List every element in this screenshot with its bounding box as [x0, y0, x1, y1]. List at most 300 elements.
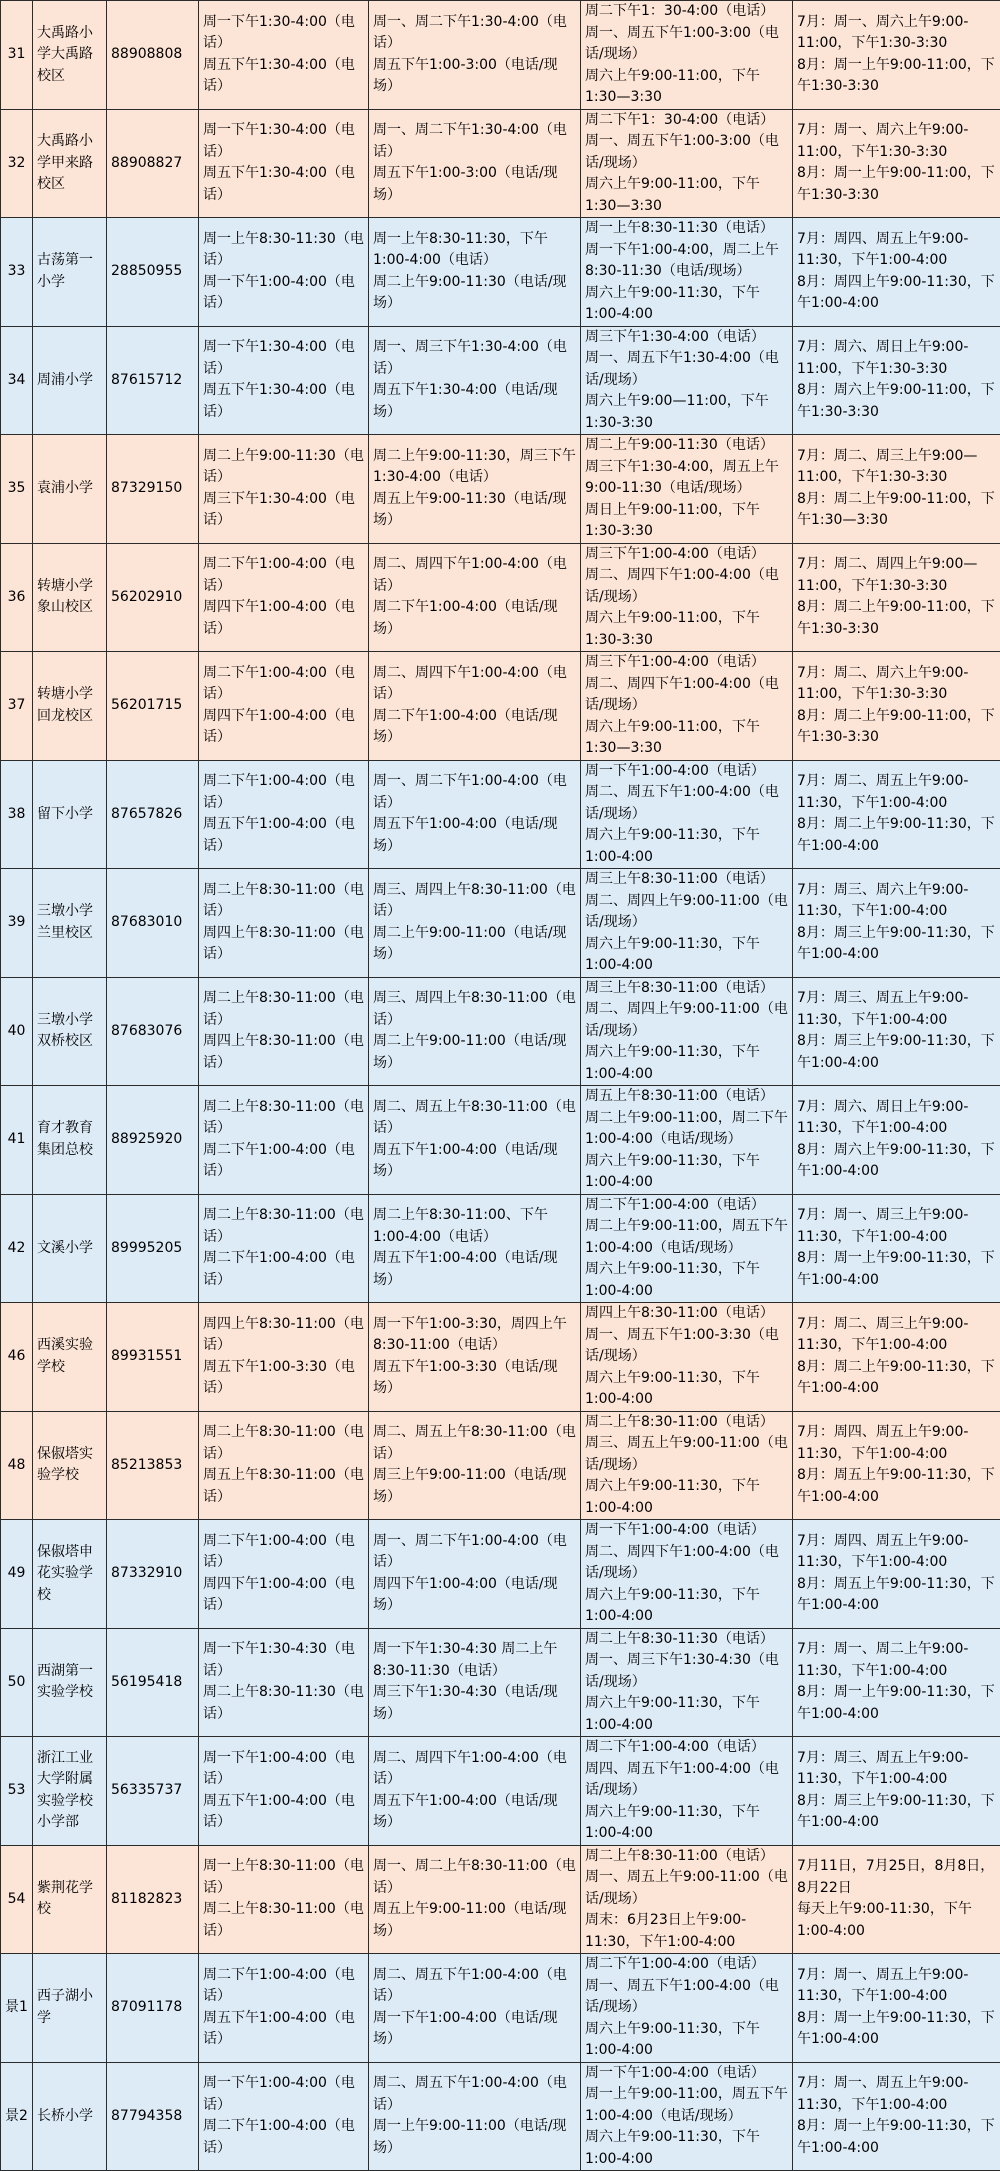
time-line: 周一下午1:30-4:30（电话）: [203, 1639, 364, 1682]
consultation-time-cell-2: [369, 326, 581, 435]
consultation-time-cell-4: [793, 1737, 1000, 1846]
table-row: [1, 218, 1000, 327]
school-name-cell: 三墩小学双桥校区: [33, 977, 107, 1086]
time-line: 8月：周一上午9:00-11:00，下午1:30-3:30: [797, 55, 996, 98]
consultation-time-cell-2: [369, 1411, 581, 1520]
time-line: 周六上午9:00—11:00，下午1:30-3:30: [585, 391, 788, 434]
time-line: 周二上午8:30-11:00（电话）: [203, 1205, 364, 1248]
consultation-time-cell-2: [369, 218, 581, 327]
school-name-cell: 三墩小学兰里校区: [33, 869, 107, 978]
consultation-time-cell-1: [199, 869, 369, 978]
time-line: 周五下午1:00-3:00（电话/现场）: [373, 55, 576, 98]
consultation-time-cell-1: [199, 218, 369, 327]
time-line: 周一上午8:30-11:00（电话）: [203, 1856, 364, 1899]
time-line: 周一下午1:00-4:00，周二上午8:30-11:30（电话/现场）: [585, 240, 788, 283]
time-line: 周五上午9:00-11:30（电话/现场）: [373, 489, 576, 532]
phone-number-cell: 81182823: [107, 1845, 199, 1954]
consultation-time-cell-2: [369, 1954, 581, 2063]
time-line: 每天上午9:00-11:30，下午1:00-4:00: [797, 1899, 996, 1942]
time-line: 周三下午1:30-4:00（电话）: [585, 327, 788, 349]
consultation-time-cell-3: [581, 218, 793, 327]
phone-number-cell: 87091178: [107, 1954, 199, 2063]
time-line: 周六上午9:00-11:30，下午1:00-4:00: [585, 1151, 788, 1194]
time-line: 周一、周五下午1:00-4:00（电话/现场）: [585, 1976, 788, 2019]
time-line: 周二下午1:00-4:00（电话/现场）: [373, 597, 576, 640]
consultation-time-cell-3: [581, 1845, 793, 1954]
table-row: [1, 760, 1000, 869]
time-line: 周五下午1:00-4:00（电话）: [203, 1791, 364, 1834]
phone-number-cell: 88908808: [107, 1, 199, 110]
time-line: 周六上午9:00-11:00，下午1:30—3:30: [585, 717, 788, 760]
time-line: 8月：周一上午9:00-11:30，下午1:00-4:00: [797, 2008, 996, 2051]
time-line: 周五下午1:00-3:30（电话）: [203, 1357, 364, 1400]
time-line: 7月：周一、周五上午9:00-11:30，下午1:00-4:00: [797, 1965, 996, 2008]
time-line: 周二上午9:00-11:00（电话/现场）: [373, 923, 576, 966]
time-line: 7月：周四、周五上午9:00-11:30，下午1:00-4:00: [797, 1531, 996, 1574]
row-number-cell: 49: [1, 1520, 33, 1629]
time-line: 周一下午1:00-4:00（电话）: [585, 2063, 788, 2085]
consultation-time-cell-1: [199, 1303, 369, 1412]
time-line: 周二、周四下午1:00-4:00（电话）: [373, 663, 576, 706]
phone-number-cell: 56201715: [107, 652, 199, 761]
school-name-cell: 西湖第一实验学校: [33, 1628, 107, 1737]
consultation-time-cell-3: [581, 1, 793, 110]
time-line: 周二、周四上午9:00-11:00（电话/现场）: [585, 891, 788, 934]
time-line: 7月：周一、周六上午9:00-11:00，下午1:30-3:30: [797, 12, 996, 55]
time-line: 周四上午8:30-11:00（电话）: [203, 1314, 364, 1357]
time-line: 7月：周二、周五上午9:00-11:30，下午1:00-4:00: [797, 771, 996, 814]
time-line: 周二上午8:30-11:00、下午1:00-4:00（电话）: [373, 1205, 576, 1248]
school-name-cell: 长桥小学: [33, 2062, 107, 2171]
consultation-time-cell-1: [199, 1628, 369, 1737]
time-line: 8月：周二上午9:00-11:00，下午1:30-3:30: [797, 706, 996, 749]
time-line: 周二下午1:00-4:00（电话）: [203, 2116, 364, 2159]
time-line: 周一、周二下午1:00-4:00（电话）: [373, 771, 576, 814]
school-name-cell: 转塘小学象山校区: [33, 543, 107, 652]
time-line: 周二上午9:00-11:00，周二下午1:00-4:00（电话/现场）: [585, 1108, 788, 1151]
consultation-time-cell-3: [581, 1737, 793, 1846]
consultation-time-cell-2: [369, 760, 581, 869]
row-number-cell: 48: [1, 1411, 33, 1520]
phone-number-cell: 89931551: [107, 1303, 199, 1412]
time-line: 7月11日，7月25日，8月8日，8月22日: [797, 1856, 996, 1899]
time-line: 周一上午8:30-11:30（电话）: [203, 229, 364, 272]
time-line: 周二下午1:00-4:00（电话）: [203, 1140, 364, 1183]
time-line: 周二上午8:30-11:30（电话）: [585, 1629, 788, 1651]
table-row: [1, 1086, 1000, 1195]
time-line: 周四、周五下午1:00-4:00（电话/现场）: [585, 1759, 788, 1802]
time-line: 周六上午9:00-11:00，下午1:30—3:30: [585, 66, 788, 109]
time-line: 周二上午8:30-11:00（电话）: [203, 1422, 364, 1465]
consultation-time-cell-3: [581, 1628, 793, 1737]
time-line: 周一、周五下午1:00-3:00（电话/现场）: [585, 131, 788, 174]
time-line: 周三下午1:00-4:00（电话）: [585, 652, 788, 674]
row-number-cell: 35: [1, 435, 33, 544]
time-line: 8月：周六上午9:00-11:00，下午1:30-3:30: [797, 380, 996, 423]
time-line: 周二、周四下午1:00-4:00（电话/现场）: [585, 1542, 788, 1585]
time-line: 7月：周一、周五上午9:00-11:30，下午1:00-4:00: [797, 2073, 996, 2116]
time-line: 周一下午1:30-4:00（电话）: [203, 337, 364, 380]
phone-number-cell: 87683076: [107, 977, 199, 1086]
school-name-cell: 袁浦小学: [33, 435, 107, 544]
time-line: 周二上午9:00-11:00（电话/现场）: [373, 1031, 576, 1074]
time-line: 周一下午1:00-4:00（电话）: [585, 761, 788, 783]
time-line: 周三下午1:30-4:00，周五上午9:00-11:30（电话/现场）: [585, 457, 788, 500]
time-line: 周二上午8:30-11:00（电话）: [203, 1899, 364, 1942]
table-row: [1, 1520, 1000, 1629]
time-line: 8月：周六上午9:00-11:30，下午1:00-4:00: [797, 1140, 996, 1183]
time-line: 周五上午9:00-11:00（电话/现场）: [373, 1899, 576, 1942]
phone-number-cell: 87329150: [107, 435, 199, 544]
consultation-time-cell-2: [369, 109, 581, 218]
time-line: 周二上午9:00-11:30，周三下午1:30-4:00（电话）: [373, 446, 576, 489]
time-line: 8月：周一上午9:00-11:30，下午1:00-4:00: [797, 2116, 996, 2159]
time-line: 周五下午1:00-3:00（电话/现场）: [373, 163, 576, 206]
consultation-time-cell-3: [581, 1954, 793, 2063]
time-line: 周五下午1:00-4:00（电话）: [203, 2008, 364, 2051]
row-number-cell: 50: [1, 1628, 33, 1737]
time-line: 周二、周四下午1:00-4:00（电话/现场）: [585, 674, 788, 717]
time-line: 周二下午1:00-4:00（电话）: [203, 1248, 364, 1291]
time-line: 周二、周五上午8:30-11:00（电话）: [373, 1097, 576, 1140]
time-line: 周三上午8:30-11:00（电话）: [585, 978, 788, 1000]
row-number-cell: 42: [1, 1194, 33, 1303]
consultation-time-cell-4: [793, 218, 1000, 327]
consultation-time-cell-4: [793, 543, 1000, 652]
time-line: 周二下午1:00-4:00（电话）: [585, 1954, 788, 1976]
time-line: 周一上午8:30-11:30（电话）: [585, 218, 788, 240]
consultation-time-cell-2: [369, 1303, 581, 1412]
time-line: 周四下午1:00-4:00（电话）: [203, 1574, 364, 1617]
time-line: 7月：周三、周六上午9:00-11:30，下午1:00-4:00: [797, 880, 996, 923]
time-line: 7月：周六、周日上午9:00-11:00，下午1:30-3:30: [797, 337, 996, 380]
consultation-time-cell-2: [369, 652, 581, 761]
time-line: 周五下午1:00-3:30（电话/现场）: [373, 1357, 576, 1400]
consultation-time-cell-4: [793, 1845, 1000, 1954]
time-line: 周三下午1:00-4:00（电话）: [585, 544, 788, 566]
time-line: 周二下午1:00-4:00（电话）: [585, 1737, 788, 1759]
consultation-time-cell-3: [581, 1303, 793, 1412]
table-row: [1, 543, 1000, 652]
time-line: 7月：周三、周五上午9:00-11:30，下午1:00-4:00: [797, 988, 996, 1031]
school-name-cell: 大禹路小学甲来路校区: [33, 109, 107, 218]
school-name-cell: 保俶塔申花实验学校: [33, 1520, 107, 1629]
time-line: 周一下午1:00-4:00（电话/现场）: [373, 2008, 576, 2051]
time-line: 周三下午1:30-4:30（电话/现场）: [373, 1682, 576, 1725]
consultation-time-cell-4: [793, 1628, 1000, 1737]
time-line: 周一、周五上午9:00-11:00（电话/现场）: [585, 1867, 788, 1910]
time-line: 8月：周二上午9:00-11:00，下午1:30—3:30: [797, 489, 996, 532]
table-row: [1, 2062, 1000, 2171]
row-number-cell: 53: [1, 1737, 33, 1846]
time-line: 8月：周二上午9:00-11:00，下午1:30-3:30: [797, 597, 996, 640]
time-line: 周一上午8:30-11:30，下午1:00-4:00（电话）: [373, 229, 576, 272]
time-line: 周六上午9:00-11:30，下午1:00-4:00: [585, 1042, 788, 1085]
time-line: 周二、周五下午1:00-4:00（电话）: [373, 2073, 576, 2116]
time-line: 周二上午9:00-11:30（电话）: [203, 446, 364, 489]
row-number-cell: 33: [1, 218, 33, 327]
time-line: 周五下午1:00-4:00（电话/现场）: [373, 1791, 576, 1834]
time-line: 周四下午1:00-4:00（电话/现场）: [373, 1574, 576, 1617]
consultation-time-cell-3: [581, 760, 793, 869]
table-row: [1, 1954, 1000, 2063]
consultation-time-cell-1: [199, 1194, 369, 1303]
time-line: 8月：周二上午9:00-11:30，下午1:00-4:00: [797, 814, 996, 857]
school-name-cell: 浙江工业大学附属实验学校小学部: [33, 1737, 107, 1846]
time-line: 周一、周二下午1:30-4:00（电话）: [373, 120, 576, 163]
consultation-time-cell-4: [793, 760, 1000, 869]
consultation-time-cell-3: [581, 1086, 793, 1195]
consultation-time-cell-3: [581, 1520, 793, 1629]
time-line: 7月：周四、周五上午9:00-11:30，下午1:00-4:00: [797, 229, 996, 272]
time-line: 周二下午1:00-4:00（电话）: [585, 1195, 788, 1217]
consultation-time-cell-4: [793, 1, 1000, 110]
row-number-cell: 40: [1, 977, 33, 1086]
time-line: 周二、周四下午1:00-4:00（电话/现场）: [585, 565, 788, 608]
consultation-time-cell-1: [199, 652, 369, 761]
row-number-cell: 景2: [1, 2062, 33, 2171]
table-row: [1, 1628, 1000, 1737]
time-line: 周二下午1:00-4:00（电话）: [203, 1531, 364, 1574]
row-number-cell: 54: [1, 1845, 33, 1954]
time-line: 周三上午9:00-11:00（电话/现场）: [373, 1465, 576, 1508]
time-line: 周二、周五上午8:30-11:00（电话）: [373, 1422, 576, 1465]
table-row: [1, 1737, 1000, 1846]
consultation-time-cell-4: [793, 1303, 1000, 1412]
consultation-time-cell-3: [581, 2062, 793, 2171]
time-line: 周一、周五下午1:00-3:30（电话/现场）: [585, 1325, 788, 1368]
consultation-time-cell-1: [199, 1086, 369, 1195]
time-line: 周二、周五下午1:00-4:00（电话/现场）: [585, 782, 788, 825]
time-line: 周二上午8:30-11:00（电话）: [203, 1097, 364, 1140]
table-row: [1, 977, 1000, 1086]
time-line: 周日上午9:00-11:00，下午1:30-3:30: [585, 500, 788, 543]
time-line: 周二、周四下午1:00-4:00（电话）: [373, 1748, 576, 1791]
phone-number-cell: 87683010: [107, 869, 199, 978]
time-line: 8月：周一上午9:00-11:30，下午1:00-4:00: [797, 1682, 996, 1725]
time-line: 周二下午1:00-4:00（电话）: [203, 554, 364, 597]
time-line: 周一下午1:30-4:00（电话）: [203, 12, 364, 55]
time-line: 周一下午1:00-4:00（电话）: [203, 1748, 364, 1791]
time-line: 8月：周一上午9:00-11:30，下午1:00-4:00: [797, 1248, 996, 1291]
consultation-time-cell-4: [793, 1411, 1000, 1520]
row-number-cell: 41: [1, 1086, 33, 1195]
time-line: 周六上午9:00-11:30，下午1:00-4:00: [585, 283, 788, 326]
phone-number-cell: 87615712: [107, 326, 199, 435]
consultation-time-cell-1: [199, 1520, 369, 1629]
time-line: 周五下午1:30-4:00（电话/现场）: [373, 380, 576, 423]
time-line: 周一上午9:00-11:00（电话/现场）: [373, 2116, 576, 2159]
time-line: 周二上午8:30-11:30（电话）: [203, 1682, 364, 1725]
time-line: 周一、周五下午1:00-3:00（电话/现场）: [585, 23, 788, 66]
time-line: 周三、周四上午8:30-11:00（电话）: [373, 880, 576, 923]
time-line: 周六上午9:00-11:30，下午1:00-4:00: [585, 1259, 788, 1302]
row-number-cell: 37: [1, 652, 33, 761]
time-line: 周二上午9:00-11:30（电话/现场）: [373, 272, 576, 315]
time-line: 周二上午8:30-11:00（电话）: [203, 988, 364, 1031]
time-line: 周二、周五下午1:00-4:00（电话）: [373, 1965, 576, 2008]
consultation-time-cell-4: [793, 109, 1000, 218]
phone-number-cell: 88925920: [107, 1086, 199, 1195]
time-line: 周一下午1:00-4:00（电话）: [203, 272, 364, 315]
time-line: 周二下午1：30-4:00（电话）: [585, 1, 788, 23]
consultation-time-cell-1: [199, 1737, 369, 1846]
consultation-time-cell-3: [581, 326, 793, 435]
phone-number-cell: 85213853: [107, 1411, 199, 1520]
table-row: [1, 435, 1000, 544]
time-line: 周二下午1：30-4:00（电话）: [585, 110, 788, 132]
consultation-time-cell-2: [369, 2062, 581, 2171]
time-line: 周二、周四上午9:00-11:00（电话/现场）: [585, 999, 788, 1042]
consultation-time-cell-1: [199, 760, 369, 869]
school-name-cell: 紫荆花学校: [33, 1845, 107, 1954]
time-line: 周六上午9:00-11:30，下午1:00-4:00: [585, 1585, 788, 1628]
row-number-cell: 34: [1, 326, 33, 435]
school-name-cell: 留下小学: [33, 760, 107, 869]
consultation-time-cell-4: [793, 977, 1000, 1086]
consultation-time-cell-4: [793, 1194, 1000, 1303]
time-line: 周六上午9:00-11:00，下午1:30-3:30: [585, 608, 788, 651]
time-line: 7月：周三、周五上午9:00-11:30，下午1:00-4:00: [797, 1748, 996, 1791]
time-line: 周五下午1:00-4:00（电话）: [203, 814, 364, 857]
school-name-cell: 文溪小学: [33, 1194, 107, 1303]
row-number-cell: 39: [1, 869, 33, 978]
time-line: 周四上午8:30-11:00（电话）: [203, 923, 364, 966]
time-line: 周六上午9:00-11:30，下午1:00-4:00: [585, 825, 788, 868]
time-line: 周三上午8:30-11:00（电话）: [585, 869, 788, 891]
consultation-time-cell-1: [199, 326, 369, 435]
table-row: [1, 109, 1000, 218]
time-line: 周六上午9:00-11:30，下午1:00-4:00: [585, 1368, 788, 1411]
time-line: 周一下午1:00-3:30，周四上午8:30-11:00（电话）: [373, 1314, 576, 1357]
time-line: 周六上午9:00-11:30，下午1:00-4:00: [585, 2019, 788, 2062]
time-line: 周五下午1:00-4:00（电话/现场）: [373, 814, 576, 857]
consultation-time-cell-3: [581, 435, 793, 544]
consultation-time-cell-2: [369, 1, 581, 110]
consultation-time-cell-3: [581, 1411, 793, 1520]
table-row: [1, 652, 1000, 761]
consultation-time-cell-1: [199, 977, 369, 1086]
school-name-cell: 古荡第一小学: [33, 218, 107, 327]
school-name-cell: 育才教育集团总校: [33, 1086, 107, 1195]
time-line: 周四下午1:00-4:00（电话）: [203, 706, 364, 749]
time-line: 周六上午9:00-11:30，下午1:00-4:00: [585, 1476, 788, 1519]
time-line: 7月：周四、周五上午9:00-11:30，下午1:00-4:00: [797, 1422, 996, 1465]
time-line: 周五上午8:30-11:00（电话）: [203, 1465, 364, 1508]
consultation-time-cell-1: [199, 1, 369, 110]
time-line: 7月：周一、周二上午9:00-11:30，下午1:00-4:00: [797, 1639, 996, 1682]
consultation-time-cell-4: [793, 1086, 1000, 1195]
consultation-time-cell-3: [581, 109, 793, 218]
consultation-time-cell-2: [369, 1194, 581, 1303]
table-row: [1, 1194, 1000, 1303]
consultation-time-cell-4: [793, 326, 1000, 435]
table-row: [1, 1303, 1000, 1412]
time-line: 周五下午1:00-4:00（电话/现场）: [373, 1248, 576, 1291]
phone-number-cell: 28850955: [107, 218, 199, 327]
consultation-time-cell-2: [369, 1086, 581, 1195]
table-row: [1, 1411, 1000, 1520]
time-line: 周五上午8:30-11:00（电话）: [585, 1086, 788, 1108]
time-line: 周末：6月23日上午9:00-11:30，下午1:00-4:00: [585, 1910, 788, 1953]
row-number-cell: 31: [1, 1, 33, 110]
table-row: [1, 1, 1000, 110]
row-number-cell: 46: [1, 1303, 33, 1412]
row-number-cell: 36: [1, 543, 33, 652]
time-line: 周二下午1:00-4:00（电话）: [203, 1965, 364, 2008]
consultation-time-cell-1: [199, 109, 369, 218]
consultation-time-cell-4: [793, 652, 1000, 761]
time-line: 周一下午1:30-4:30 周二上午8:30-11:30（电话）: [373, 1639, 576, 1682]
consultation-time-cell-1: [199, 435, 369, 544]
consultation-time-cell-3: [581, 543, 793, 652]
time-line: 7月：周二、周三上午9:00—11:00，下午1:30-3:30: [797, 446, 996, 489]
table-body: [1, 1, 1000, 2171]
time-line: 8月：周三上午9:00-11:30，下午1:00-4:00: [797, 1031, 996, 1074]
time-line: 周六上午9:00-11:30，下午1:00-4:00: [585, 934, 788, 977]
time-line: 周六上午9:00-11:30，下午1:00-4:00: [585, 1693, 788, 1736]
consultation-time-cell-3: [581, 869, 793, 978]
time-line: 周四上午8:30-11:00（电话）: [203, 1031, 364, 1074]
consultation-time-cell-1: [199, 1411, 369, 1520]
time-line: 周五下午1:00-4:00（电话/现场）: [373, 1140, 576, 1183]
time-line: 周一、周二下午1:30-4:00（电话）: [373, 12, 576, 55]
consultation-time-cell-4: [793, 1520, 1000, 1629]
time-line: 周四上午8:30-11:00（电话）: [585, 1303, 788, 1325]
consultation-time-cell-1: [199, 543, 369, 652]
time-line: 周二上午9:00-11:00，周五下午1:00-4:00（电话/现场）: [585, 1216, 788, 1259]
time-line: 周一下午1:00-4:00（电话）: [585, 1520, 788, 1542]
row-number-cell: 32: [1, 109, 33, 218]
time-line: 周五下午1:30-4:00（电话）: [203, 163, 364, 206]
consultation-time-cell-1: [199, 1845, 369, 1954]
consultation-time-cell-2: [369, 1520, 581, 1629]
consultation-time-cell-2: [369, 1737, 581, 1846]
time-line: 周六上午9:00-11:30，下午1:00-4:00: [585, 2127, 788, 2170]
time-line: 8月：周四上午9:00-11:30，下午1:00-4:00: [797, 272, 996, 315]
school-name-cell: 转塘小学回龙校区: [33, 652, 107, 761]
time-line: 周六上午9:00-11:00，下午1:30—3:30: [585, 174, 788, 217]
phone-number-cell: 87794358: [107, 2062, 199, 2171]
time-line: 周五下午1:30-4:00（电话）: [203, 380, 364, 423]
time-line: 7月：周二、周六上午9:00-11:00，下午1:30-3:30: [797, 663, 996, 706]
time-line: 周二下午1:00-4:00（电话/现场）: [373, 706, 576, 749]
school-name-cell: 西溪实验学校: [33, 1303, 107, 1412]
consultation-time-cell-2: [369, 1628, 581, 1737]
phone-number-cell: 87657826: [107, 760, 199, 869]
phone-number-cell: 87332910: [107, 1520, 199, 1629]
school-name-cell: 保俶塔实验学校: [33, 1411, 107, 1520]
time-line: 7月：周一、周三上午9:00-11:30，下午1:00-4:00: [797, 1205, 996, 1248]
time-line: 8月：周三上午9:00-11:30，下午1:00-4:00: [797, 923, 996, 966]
time-line: 周三下午1:30-4:00（电话）: [203, 489, 364, 532]
time-line: 8月：周三上午9:00-11:30，下午1:00-4:00: [797, 1791, 996, 1834]
school-name-cell: 周浦小学: [33, 326, 107, 435]
school-name-cell: 西子湖小学: [33, 1954, 107, 2063]
time-line: 周一、周二上午8:30-11:00（电话）: [373, 1856, 576, 1899]
consultation-time-cell-4: [793, 435, 1000, 544]
consultation-time-cell-2: [369, 977, 581, 1086]
consultation-time-cell-4: [793, 2062, 1000, 2171]
row-number-cell: 38: [1, 760, 33, 869]
phone-number-cell: 56195418: [107, 1628, 199, 1737]
consultation-time-cell-4: [793, 869, 1000, 978]
consultation-time-cell-4: [793, 1954, 1000, 2063]
time-line: 周六上午9:00-11:30，下午1:00-4:00: [585, 1802, 788, 1845]
time-line: 周一上午9:00-11:00，周五下午1:00-4:00（电话/现场）: [585, 2084, 788, 2127]
consultation-time-cell-3: [581, 1194, 793, 1303]
time-line: 8月：周一上午9:00-11:00，下午1:30-3:30: [797, 163, 996, 206]
